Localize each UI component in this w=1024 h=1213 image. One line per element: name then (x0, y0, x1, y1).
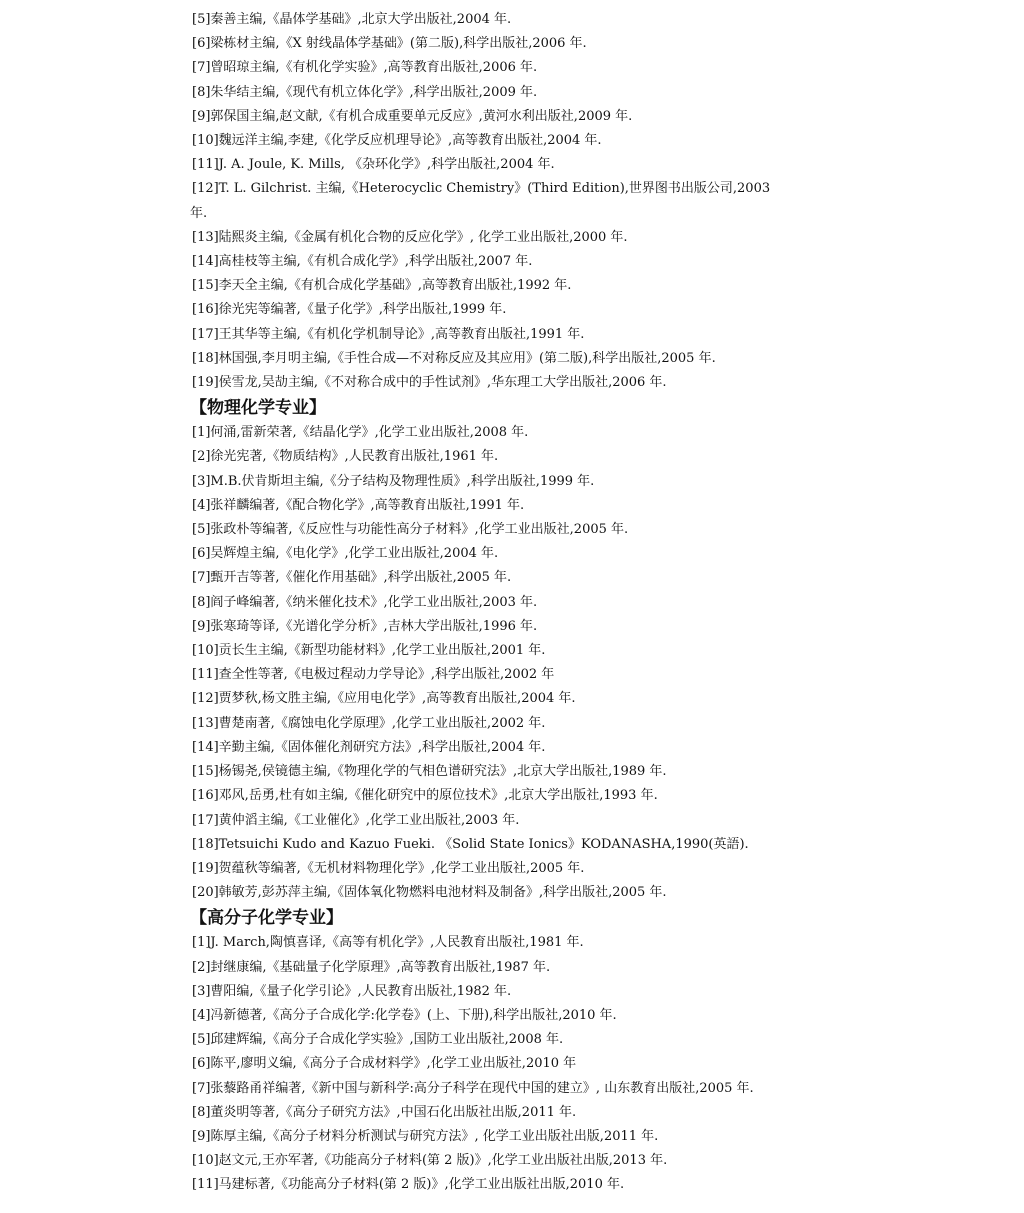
ref-item: [1]何涌,雷新荣著,《结晶化学》,化学工业出版社,2008 年. (192, 425, 529, 441)
ref-item: [4]张祥麟编著,《配合物化学》,高等教育出版社,1991 年. (192, 497, 525, 513)
ref-item: [8]董炎明等著,《高分子研究方法》,中国石化出版社出版,2011 年. (192, 1104, 577, 1120)
ref-item: [16]徐光宪等编著,《量子化学》,科学出版社,1999 年. (192, 302, 507, 318)
ref-item: [8]阎子峰编著,《纳米催化技术》,化学工业出版社,2003 年. (192, 594, 538, 610)
ref-item: [16]邓风,岳勇,杜有如主编,《催化研究中的原位技术》,北京大学出版社,1993 年. (192, 788, 658, 804)
ref-item: [10]赵文元,王亦军著,《功能高分子材料(第 2 版)》,化学工业出版社出版,2013 年. (192, 1153, 668, 1169)
section-polymer-chemistry (192, 905, 882, 1197)
ref-item: [11]J. A. Joule, K. Mills, 《杂环化学》,科学出版社,2004 年. (192, 157, 555, 173)
ref-item: [5]张政朴等编著,《反应性与功能性高分子材料》,化学工业出版社,2005 年. (192, 522, 629, 538)
ref-item: [11]马建标著,《功能高分子材料(第 2 版)》,化学工业出版社出版,2010 年. (192, 1177, 625, 1193)
ref-item: [18]Tetsuichi Kudo and Kazuo Fueki. 《Solid State Ionics》KODANASHA,1990(英語). (192, 836, 749, 852)
ref-item: [9]张寒琦等译,《光谱化学分析》,吉林大学出版社,1996 年. (192, 618, 538, 634)
ref-item: [13]曹楚南著,《腐蚀电化学原理》,化学工业出版社,2002 年. (192, 715, 546, 731)
ref-item: [10]贡长生主编,《新型功能材料》,化学工业出版社,2001 年. (192, 643, 546, 659)
ref-item: [12]贾梦秋,杨文胜主编,《应用电化学》,高等教育出版社,2004 年. (192, 691, 576, 707)
ref-item: [7]甄开吉等著,《催化作用基础》,科学出版社,2005 年. (192, 570, 512, 586)
ref-item: [18]林国强,李月明主编,《手性合成—不对称反应及其应用》(第二版),科学出版社,2005 年. (192, 350, 716, 366)
section-heading-physical-chemistry: 【物理化学专业】 (190, 398, 326, 419)
ref-item: [3]曹阳编,《量子化学引论》,人民教育出版社,1982 年. (192, 983, 512, 999)
section-heading-polymer-chemistry: 【高分子化学专业】 (190, 908, 343, 929)
ref-item: [4]冯新德著,《高分子合成化学:化学卷》(上、下册),科学出版社,2010 年. (192, 1007, 617, 1023)
ref-item: [10]魏远洋主编,李建,《化学反应机理导论》,高等教育出版社,2004 年. (192, 133, 602, 149)
ref-item: [15]李天全主编,《有机合成化学基础》,高等教育出版社,1992 年. (192, 278, 572, 294)
ref-item: [15]杨锡尧,侯镜德主编,《物理化学的气相色谱研究法》,北京大学出版社,1989 年. (192, 764, 667, 780)
ref-item: [6]梁栋材主编,《X 射线晶体学基础》(第二版),科学出版社,2006 年. (192, 36, 587, 52)
section-physical-chemistry (192, 395, 882, 905)
section-organic-refs (192, 8, 882, 395)
ref-item: [14]辛勤主编,《固体催化剂研究方法》,科学出版社,2004 年. (192, 739, 546, 755)
ref-item: [17]黄仲滔主编,《工业催化》,化学工业出版社,2003 年. (192, 812, 520, 828)
ref-item: [20]韩敏芳,彭苏萍主编,《固体氧化物燃料电池材料及制备》,科学出版社,2005 年. (192, 885, 667, 901)
ref-item: [5]邱建辉编,《高分子合成化学实验》,国防工业出版社,2008 年. (192, 1032, 564, 1048)
ref-item: [7]曾昭琼主编,《有机化学实验》,高等教育出版社,2006 年. (192, 60, 538, 76)
ref-item: [14]高桂枝等主编,《有机合成化学》,科学出版社,2007 年. (192, 254, 533, 270)
ref-item: [5]秦善主编,《晶体学基础》,北京大学出版社,2004 年. (192, 12, 512, 27)
reference-page (192, 8, 882, 1198)
ref-item: [9]陈厚主编,《高分子材料分析测试与研究方法》, 化学工业出版社出版,2011 年. (192, 1128, 659, 1144)
ref-item: [7]张藜路甬祥编著,《新中国与新科学:高分子科学在现代中国的建立》, 山东教育出版社,2005 年. (192, 1080, 754, 1096)
ref-item: [17]王其华等主编,《有机化学机制导论》,高等教育出版社,1991 年. (192, 326, 585, 342)
ref-item: [1]J. March,陶慎喜译,《高等有机化学》,人民教育出版社,1981 年. (192, 935, 584, 951)
ref-item: [3]M.B.伏肯斯坦主编,《分子结构及物理性质》,科学出版社,1999 年. (192, 473, 595, 489)
ref-item: [19]贺蕴秋等编著,《无机材料物理化学》,化学工业出版社,2005 年. (192, 860, 585, 876)
ref-item: [9]郭保国主编,赵文献,《有机合成重要单元反应》,黄河水利出版社,2009 年. (192, 108, 633, 124)
ref-item: [6]陈平,廖明义编,《高分子合成材料学》,化学工业出版社,2010 年 (192, 1056, 577, 1072)
ref-item: [2]封继康编,《基础量子化学原理》,高等教育出版社,1987 年. (192, 959, 551, 975)
ref-item: [13]陆熙炎主编,《金属有机化合物的反应化学》, 化学工业出版社,2000 年. (192, 229, 628, 245)
ref-item-12-line-2: 年. (190, 205, 208, 221)
ref-item: [6]吴辉煌主编,《电化学》,化学工业出版社,2004 年. (192, 546, 499, 562)
ref-item: [19]侯雪龙,吴劼主编,《不对称合成中的手性试剂》,华东理工大学出版社,2006 年. (192, 375, 667, 391)
ref-item: [11]查全性等著,《电极过程动力学导论》,科学出版社,2002 年 (192, 667, 555, 683)
ref-item-12-line-1: [12]T. L. Gilchrist. 主编,《Heterocyclic Chemistry》(Third Edition),世界图书出版公司,2003 (192, 181, 771, 197)
ref-item: [2]徐光宪著,《物质结构》,人民教育出版社,1961 年. (192, 449, 499, 465)
ref-item: [8]朱华结主编,《现代有机立体化学》,科学出版社,2009 年. (192, 84, 538, 100)
